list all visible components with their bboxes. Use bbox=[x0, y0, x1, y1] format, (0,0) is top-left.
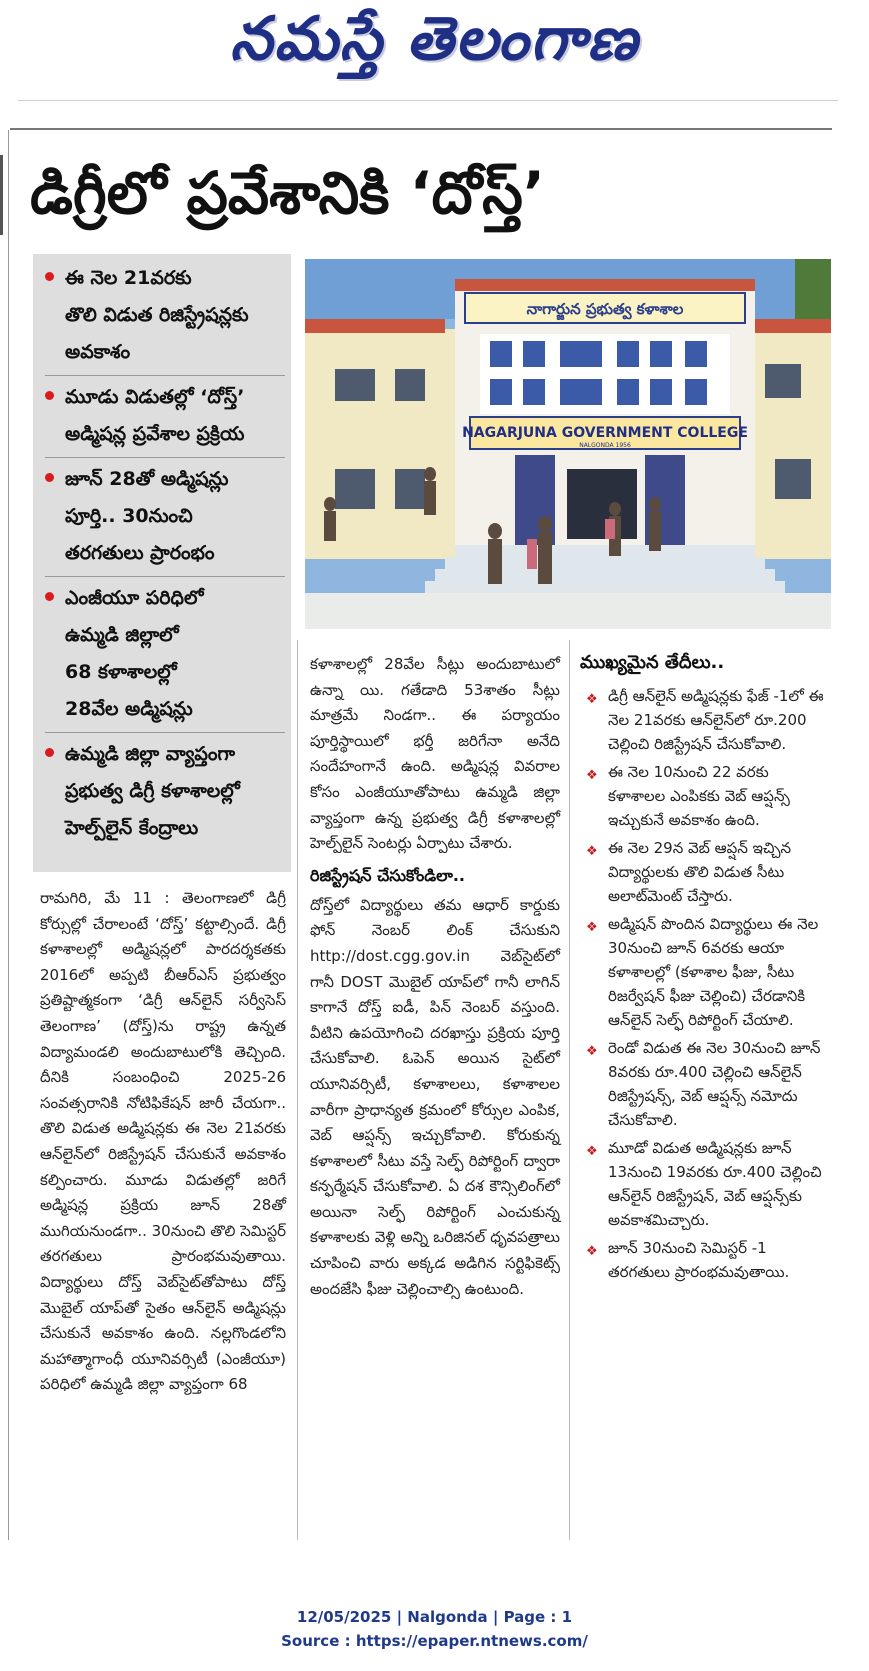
highlight-line: తరగతులు ప్రారంభం bbox=[65, 542, 215, 564]
highlight-line: హెల్ప్‌లైన్‌ కేంద్రాలు bbox=[65, 817, 199, 839]
diamond-bullet-icon: ❖ bbox=[586, 1244, 598, 1259]
highlight-line: 28వేల అడ్మిషన్లు bbox=[65, 698, 193, 720]
column-rule bbox=[297, 640, 298, 1540]
highlight-line: తొలి విడుత రిజిస్ట్రేషన్లకు bbox=[65, 304, 249, 326]
top-rule bbox=[10, 128, 832, 130]
highlight-separator bbox=[45, 457, 285, 458]
highlight-line: ఎంజీయూ పరిధిలో bbox=[65, 587, 204, 609]
dates-title: ముఖ్యమైన తేదీలు.. bbox=[580, 652, 725, 673]
bullet-icon bbox=[45, 592, 54, 601]
highlight-line: ఉమ్మడి జిల్లా వ్యాప్తంగా bbox=[65, 743, 236, 765]
left-edge-mark bbox=[0, 155, 3, 235]
masthead-divider bbox=[18, 100, 838, 101]
masthead-title: నమస్తే తెలంగాణ bbox=[229, 4, 640, 74]
bullet-icon bbox=[45, 748, 54, 757]
footer-source: Source : https://epaper.ntnews.com/ bbox=[281, 1632, 588, 1650]
highlight-line: ఉమ్మడి జిల్లాలో bbox=[65, 624, 179, 646]
article-paragraph: రామగిరి, మే 11 : తెలంగాణలో డిగ్రీ కోర్సుల్లో చేరాలంటే ‘దోస్త్‌’ కట్టాల్సిందే. డిగ్రీ కళాశాలల్లో అడ్మిషన్లలో పారదర్శకతకు 2016లో అప్పటి బీఆర్‌ఎస్‌ ప్రభుత్వం ప్రతిష్టాత్మకంగా ‘డిగ్రీ ఆన్‌లైన్‌ సర్వీసెస్‌ తెలంగాణ’ (దోస్త్‌)ను రాష్ట్ర ఉన్నత విద్యామండలి అందుబాటులోకి తెచ్చింది. దీనికి సంబంధించి 2025-26 సంవత్సరానికి నోటిఫికేషన్‌ జారీ చేయగా.. తొలి విడుత అడ్మిషన్లకు ఈ నెల 21వరకు ఆన్‌లైన్‌లో రిజిస్ట్రేషన్‌ చేసుకునే అవకాశం కల్పించారు. మూడు విడుతల్లో జరిగే అడ్మిషన్ల ప్రక్రియ జూన్‌ 28తో ముగియనుండగా.. 30నుంచి తొలి సెమిస్టర్‌ తరగతులు ప్రారంభమవుతాయి. విద్యార్థులు దోస్త్‌ వెబ్‌సైట్‌తోపాటు దోస్త్‌ మొబైల్‌ యాప్‌తో సైతం ఆన్‌లైన్‌ అడ్మిషన్లు చేసుకునే అవకాశం ఉంది. నల్లగొండలోని మహాత్మాగాంధీ యూనివర్సిటీ (ఎంజీయూ) పరిధిలో ఉమ్మడి జిల్లా వ్యాప్తంగా 68 bbox=[40, 889, 287, 1394]
headline: డిగ్రీలో ప్రవేశానికి ‘దోస్త్‌’ bbox=[30, 159, 545, 227]
diamond-bullet-icon: ❖ bbox=[586, 920, 598, 935]
dates-list bbox=[580, 684, 830, 1288]
article-column-2 bbox=[310, 652, 560, 1302]
date-item: ❖ మూడో విడుత అడ్మిషన్లకు జూన్‌ 13నుంచి 19వరకు రూ.400 చెల్లించి ఆన్‌లైన్‌ రిజిస్ట్రేషన్‌, వెబ్‌ ఆప్షన్స్‌కు అవకాశమిచ్చారు. bbox=[586, 1139, 822, 1229]
diamond-bullet-icon: ❖ bbox=[586, 1044, 598, 1059]
date-item: ❖ జూన్‌ 30నుంచి సెమిస్టర్‌ -1 తరగతులు ప్రారంభమవుతాయి. bbox=[586, 1239, 790, 1281]
highlight-line: అవకాశం bbox=[65, 341, 131, 363]
article-paragraph: కళాశాలల్లో 28వేల సీట్లు అందుబాటులో ఉన్నా యి. గతేడాది 53శాతం సీట్లు మాత్రమే నిండగా.. ఈ పర్యాయం పూర్తిస్థాయిలో భర్తీ జరిగేనా అనేది సందేహంగానే ఉంది. అడ్మిషన్ల వివరాల కోసం ఎంజీయూతోపాటు ఉమ్మడి జిల్లా వ్యాప్తంగా ఉన్న ప్రభుత్వ డిగ్రీ కళాశాలల్లో హెల్ప్‌లైన్‌ సెంటర్లు ఏర్పాటు చేశారు. bbox=[310, 655, 560, 853]
article-column-1 bbox=[40, 886, 286, 1398]
date-item: ❖ ఈ నెల 10నుంచి 22 వరకు కళాశాలల ఎంపికకు వెబ్‌ ఆప్షన్స్‌ ఇచ్చుకునే అవకాశం ఉంది. bbox=[586, 763, 790, 829]
article-paragraph: దోస్త్‌లో విద్యార్థులు తమ ఆధార్‌ కార్డుకు ఫోన్‌ నెంబర్‌ లింక్‌ చేసుకుని http://dost.cgg.gov.in వెబ్‌సైట్‌లో గానీ DOST మొబైల్‌ యాప్‌లో గానీ లాగిన్‌ కాగానే దోస్త్‌ ఐడీ, పిన్‌ నెంబర్‌ వస్తుంది. వీటిని ఉపయోగించి దరఖాస్తు ప్రక్రియ పూర్తి చేసుకోవాలి. ఓపెన్‌ అయిన సైట్‌లో యూనివర్సిటీ, కళాశాలలు, కళాశాలల వారీగా ప్రాధాన్యత క్రమంలో కోర్సుల ఎంపిక, వెబ్‌ ఆప్షన్స్‌ ఇచ్చుకోవాలి. కోరుకున్న కళాశాలలో సీటు వస్తే సెల్ఫ్‌ రిపోర్టింగ్‌ ద్వారా కన్ఫర్మేషన్‌ చేసుకోవాలి. ఏ దశ కౌన్సిలింగ్‌లో అయినా సెల్ఫ్‌ రిపోర్టింగ్‌ ఎంచుకున్న కళాశాలకు వెళ్లి అన్ని ఒరిజినల్‌ ధృవపత్రాలు చూపించి వారు అక్కడ అడిగిన సర్టిఫికెట్స్‌ అందజేసి ఫీజు చెల్లించాల్సి ఉంటుంది. bbox=[310, 895, 560, 1298]
highlight-line: పూర్తి.. 30నుంచి bbox=[65, 505, 193, 527]
highlight-line: మూడు విడుతల్లో ‘దోస్త్‌’ bbox=[65, 386, 245, 408]
highlight-item bbox=[45, 580, 287, 728]
highlight-line: అడ్మిషన్ల ప్రవేశాల ప్రక్రియ bbox=[65, 423, 245, 445]
diamond-bullet-icon: ❖ bbox=[586, 768, 598, 783]
highlight-separator bbox=[45, 576, 285, 577]
highlight-item bbox=[45, 260, 287, 371]
highlight-item bbox=[45, 736, 287, 847]
highlights-box bbox=[33, 254, 291, 872]
college-photo bbox=[305, 259, 831, 629]
date-item: ❖ అడ్మిషన్‌ పొందిన విద్యార్థులు ఈ నెల 30నుంచి జూన్‌ 6వరకు ఆయా కళాశాలల్లో (కళాశాల ఫీజు, సీటు రిజర్వేషన్‌ ఫీజు చెల్లించి) చేరడానికి ఆన్‌లైన్‌ సెల్ఫ్‌ రిపోర్టింగ్‌ చేయాలి. bbox=[586, 915, 819, 1029]
date-item: ❖ రెండో విడుత ఈ నెల 30నుంచి జూన్‌ 8వరకు రూ.400 చెల్లించి ఆన్‌లైన్‌ రిజిస్ట్రేషన్స్‌, వెబ్‌ ఆప్షన్స్‌ నమోదు చేసుకోవాలి. bbox=[586, 1039, 821, 1129]
highlight-item bbox=[45, 461, 287, 572]
highlight-separator bbox=[45, 375, 285, 376]
bullet-icon bbox=[45, 473, 54, 482]
date-item: ❖ డిగ్రీ ఆన్‌లైన్‌ అడ్మిషన్లకు ఫేజ్‌ -1లో ఈ నెల 21వరకు ఆన్‌లైన్‌లో రూ.200 చెల్లించి రిజిస్ట్రేషన్‌ చేసుకోవాలి. bbox=[586, 687, 824, 753]
highlight-item bbox=[45, 379, 287, 453]
diamond-bullet-icon: ❖ bbox=[586, 1144, 598, 1159]
left-rule bbox=[8, 130, 9, 1540]
sign-english: NAGARJUNA GOVERNMENT COLLEGE bbox=[462, 425, 748, 441]
footer-date-edition: 12/05/2025 | Nalgonda | Page : 1 bbox=[296, 1608, 573, 1626]
sign-sub: NALGONDA 1956 bbox=[579, 442, 631, 449]
bullet-icon bbox=[45, 391, 54, 400]
subheading: రిజిస్ట్రేషన్‌ చేసుకోండిలా.. bbox=[310, 865, 465, 885]
date-item: ❖ ఈ నెల 29న వెబ్‌ ఆప్షన్‌ ఇచ్చిన విద్యార్థులకు తొలి విడుత సీటు అలాట్‌మెంట్‌ చేస్తారు. bbox=[586, 839, 791, 905]
highlight-line: 68 కళాశాలల్లో bbox=[65, 661, 177, 683]
diamond-bullet-icon: ❖ bbox=[586, 844, 598, 859]
highlight-line: ఈ నెల 21వరకు bbox=[65, 267, 192, 289]
highlight-line: జూన్‌ 28తో అడ్మిషన్లు bbox=[65, 468, 229, 490]
highlight-separator bbox=[45, 732, 285, 733]
page-footer bbox=[0, 1605, 869, 1653]
highlight-line: ప్రభుత్వ డిగ్రీ కళాశాలల్లో bbox=[65, 780, 240, 802]
column-rule bbox=[569, 640, 570, 1540]
bullet-icon bbox=[45, 272, 54, 281]
diamond-bullet-icon: ❖ bbox=[586, 692, 598, 707]
sign-telugu: నాగార్జున ప్రభుత్వ కళాశాల bbox=[526, 300, 684, 318]
